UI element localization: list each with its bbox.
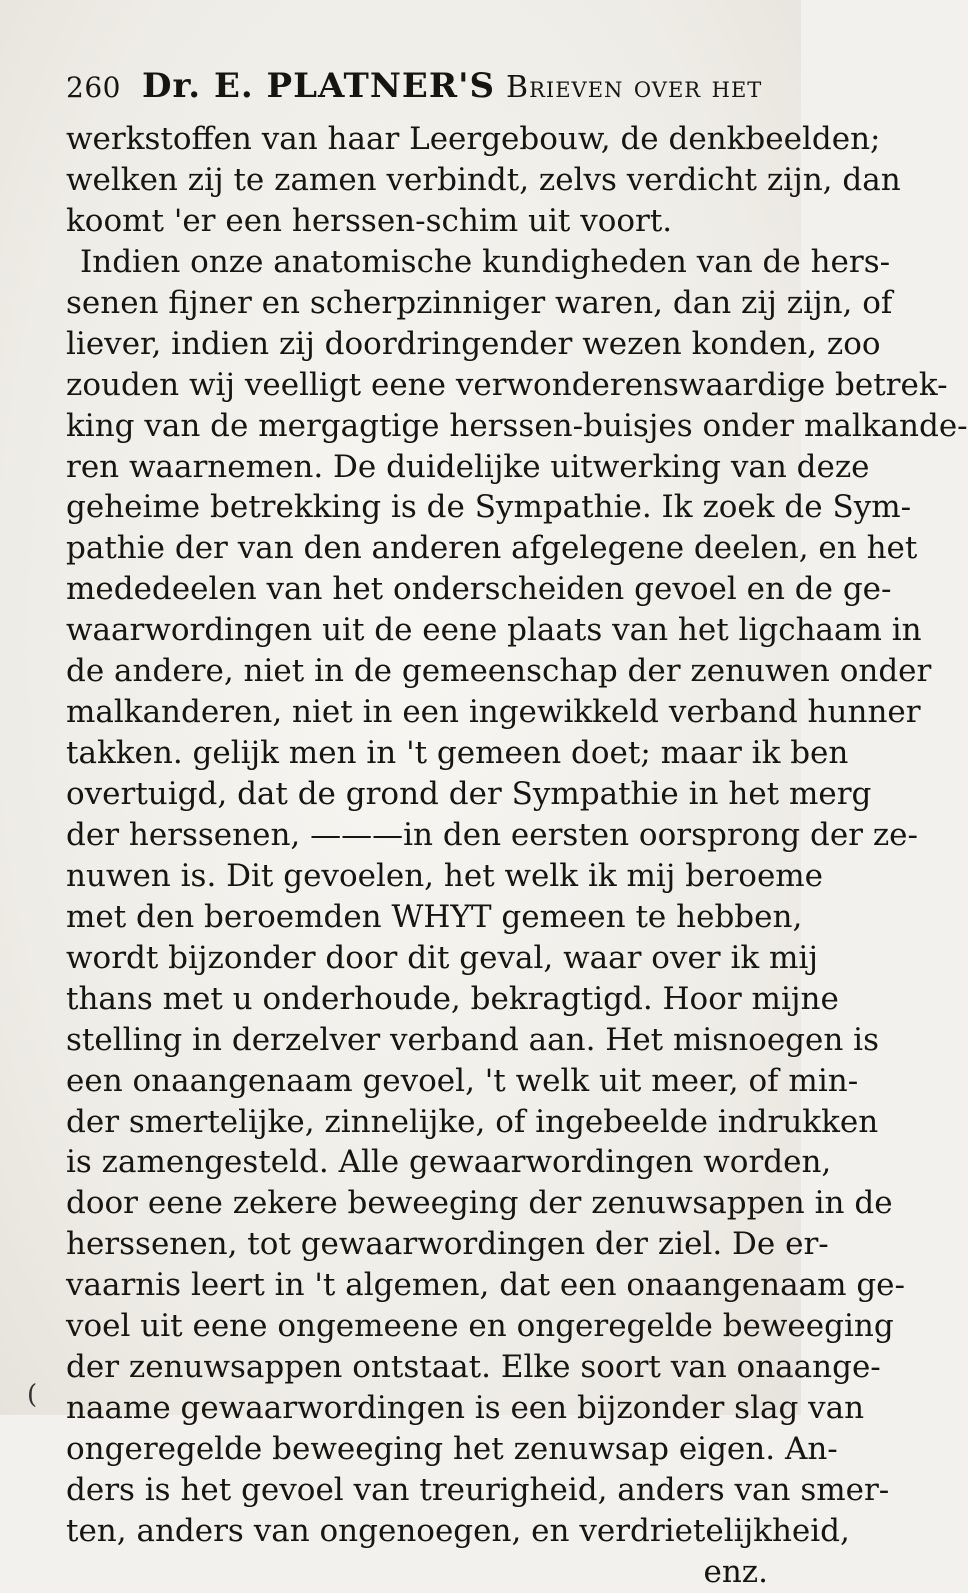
text-line: wordt bijzonder door dit geval, waar over ik mij [66,939,818,976]
text-line: is zamengesteld. Alle gewaarwordingen worden, [66,1144,832,1181]
text-line: der zenuwsappen ontstaat. Elke soort van onaange- [66,1349,881,1386]
text-line: door eene zekere beweeging der zenuwsappen in de [66,1185,893,1222]
text-line: stelling in derzelver verband aan. Het misnoegen is [66,1021,880,1058]
text-line: koomt 'er een herssen-schim uit voort. [66,202,673,239]
text-line: ongeregelde beweeging het zenuwsap eigen. An- [66,1431,838,1467]
text-line: overtuigd, dat de grond der Sympathie in het merg [66,776,872,812]
text-line: takken. gelijk men in 't gemeen doet; maar ik ben [66,735,849,772]
header-title: Brieven over het [506,70,763,105]
text-line: waarwordingen uit de eene plaats van het ligchaam in [66,612,922,649]
text-line: welken zij te zamen verbindt, zelvs verdicht zijn, dan [66,161,901,198]
running-header [66,66,766,106]
text-line: senen fijner en scherpzinniger waren, dan zij zijn, of [66,284,893,321]
text-line: pathie der van den anderen afgelegene deelen, en het [66,530,918,567]
text-line: zouden wij veelligt eene verwonderenswaardige betrek- [66,366,948,403]
text-line: met den beroemden WHYT gemeen te hebben, [66,898,803,935]
text-line: voel uit eene ongemeene en ongeregelde beweeging [66,1308,894,1345]
text-line: mededeelen van het onderscheiden gevoel en de ge- [66,571,892,608]
catchword: enz. [703,1553,768,1590]
text-line: king van de mergagtige herssen-buisjes onder malkande- [66,407,968,444]
text-line: ren waarnemen. De duidelijke uitwerking van deze [66,448,870,485]
text-line: liever, indien zij doordringender wezen konden, zoo [66,325,881,362]
text-line: thans met u onderhoude, bekragtigd. Hoor mijne [66,980,839,1017]
text-line: vaarnis leert in 't algemen, dat een onaangenaam ge- [66,1267,905,1304]
margin-mark: ( [27,1380,38,1410]
text-line: nuwen is. Dit gevoelen, het welk ik mij beroeme [66,857,824,894]
text-line: der smertelijke, zinnelijke, of ingebeelde indrukken [66,1103,879,1140]
text-line: ders is het gevoel van treurigheid, anders van smer- [66,1471,890,1508]
text-line: naame gewaarwordingen is een bijzonder slag van [66,1390,865,1427]
body-text [66,119,968,1593]
text-line: malkanderen, niet in een ingewikkeld verband hunner [66,694,921,731]
text-line: werkstoffen van haar Leergebouw, de denkbeelden; [66,121,881,157]
text-line: Indien onze anatomische kundigheden van de hers- [80,243,891,280]
text-line: der herssenen, ———in den eersten oorsprong der ze- [66,816,918,853]
page-number: 260 [66,71,121,104]
text-line: ten, anders van ongenoegen, en verdrietelijkheid, [66,1512,850,1549]
text-line: herssenen, tot gewaarwordingen der ziel. De er- [66,1226,829,1263]
text-line: de andere, niet in de gemeenschap der zenuwen onder [66,653,932,690]
text-line: een onaangenaam gevoel, 't welk uit meer, of min- [66,1062,859,1099]
text-line: geheime betrekking is de Sympathie. Ik zoek de Sym- [66,489,912,526]
header-author: Dr. E. PLATNER'S [142,66,496,106]
